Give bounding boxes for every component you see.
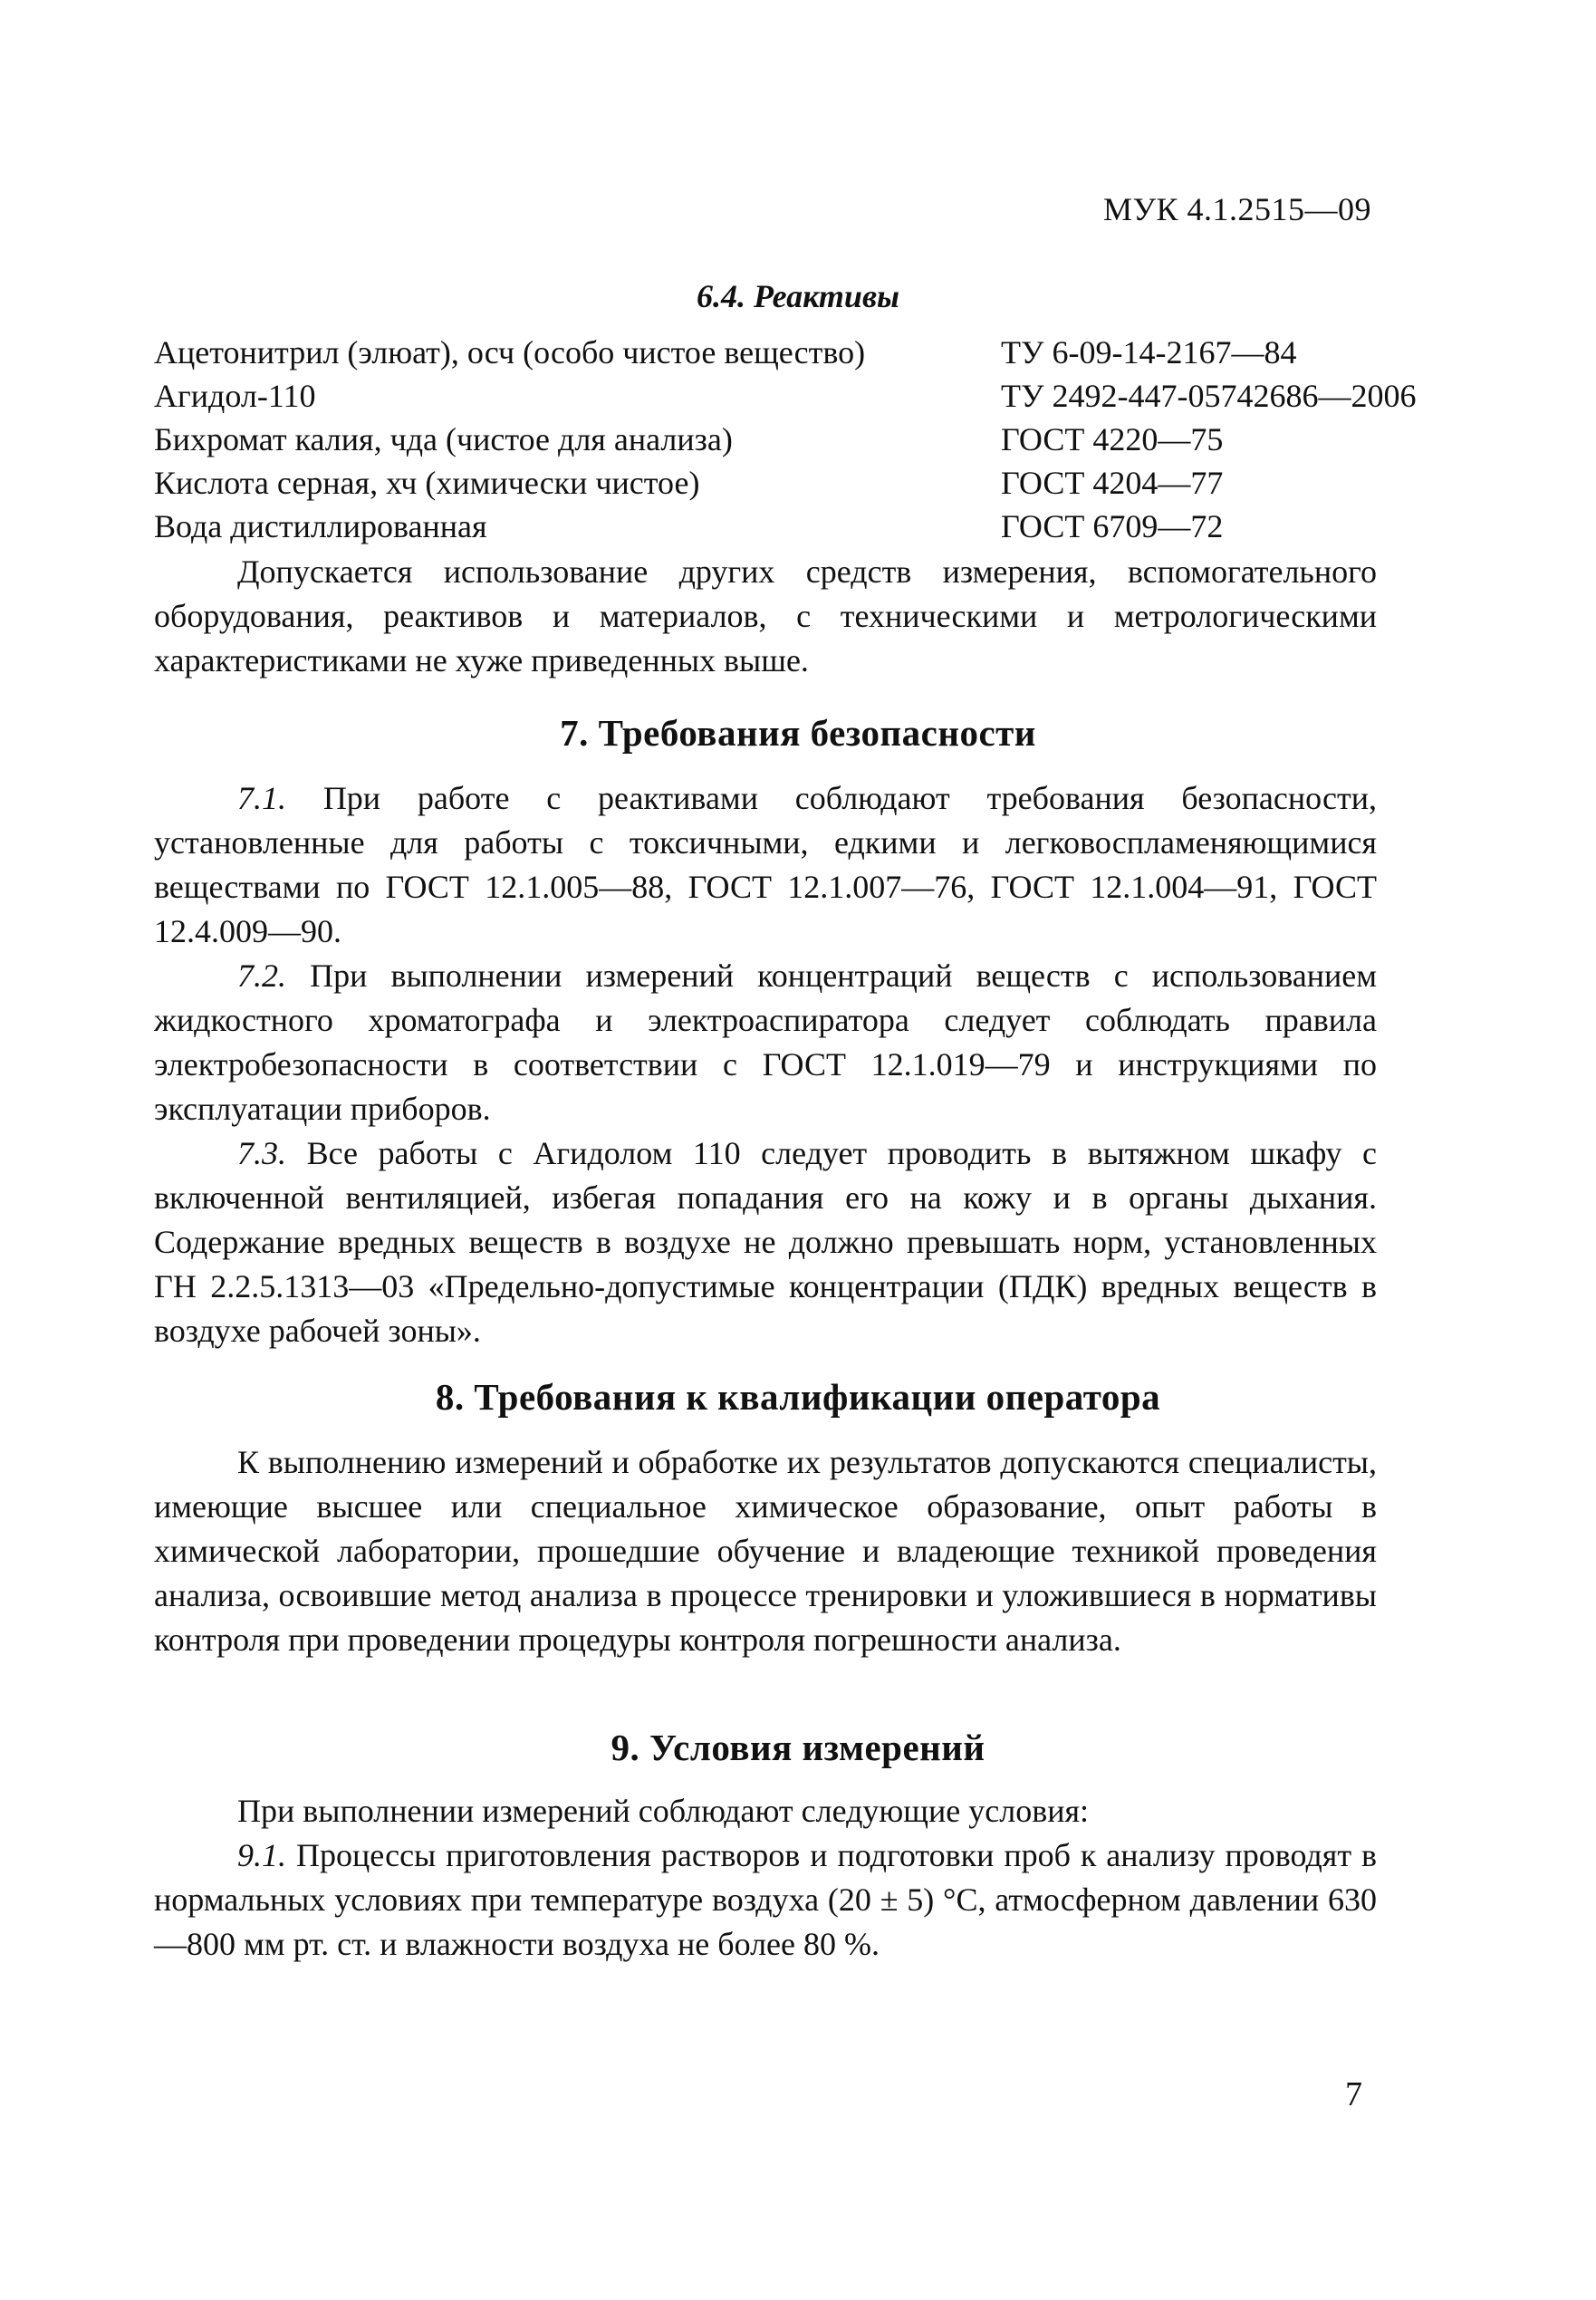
item-text: При выполнении измерений концентраций веществ с использованием жидкостного хроматографа и электроаспиратора следует соблюдать правила электробезопасности в соответствии с ГОСТ 12.1.019—79 и инструкциями по эксплуатации приборов. (154, 958, 1378, 1127)
section-8-heading: 8. Требования к квалификации оператора (435, 1376, 1161, 1418)
reagents-table (154, 331, 1504, 548)
item-number: 7.1. (237, 780, 286, 816)
paragraph-9-1 (154, 1833, 1377, 1967)
item-text: Все работы с Агидолом 110 следует проводить в вытяжном шкафу с включенной вентиляцией, избегая попадания его на кожу и в органы дыхания. Содержание вредных веществ в воздухе не должно превышать норм, установленных ГН 2.2.5.1313—03 «Предельно-допустимые концентрации (ПДК) вредных веществ в воздухе рабочей зоны». (154, 1135, 1377, 1349)
reagent-standard: ГОСТ 4220—75 (1001, 421, 1224, 457)
reagent-row (154, 331, 1504, 374)
item-text: Процессы приготовления растворов и подготовки проб к анализу проводят в нормальных условиях при температуре воздуха (20 ± 5) °С, атмосферном давлении 630—800 мм рт. ст. и влажности воздуха не более 80 %. (154, 1837, 1378, 1962)
reagent-name: Вода дистиллированная (154, 508, 487, 544)
item-number: 9.1. (237, 1837, 286, 1873)
reagent-standard: ГОСТ 4204—77 (1001, 465, 1224, 501)
reagent-row (154, 418, 1504, 461)
reagents-note: Допускается использование других средств измерения, вспомогательного оборудования, реактивов и материалов, с техническими и метрологическими характеристиками не хуже приведенных выше. (154, 553, 1377, 678)
section-7-body (154, 776, 1377, 1353)
reagent-standard: ТУ 2492-447-05742686—2006 (1001, 378, 1417, 414)
section-9-body (154, 1789, 1377, 1967)
paragraph-8: К выполнению измерений и обработке их результатов допускаются специалисты, имеющие высшее или специальное химическое образование, опыт работы в химической лаборатории, прошедшие обучение и владеющие техникой проведения анализа, освоившие метод анализа в процессе тренировки и уложившиеся в нормативы контроля при проведении процедуры контроля погрешности анализа. (154, 1444, 1377, 1658)
reagent-row (154, 505, 1504, 548)
paragraph-9-intro: При выполнении измерений соблюдают следующие условия: (237, 1793, 1090, 1829)
section-7-heading: 7. Требования безопасности (560, 712, 1036, 754)
reagent-name: Агидол-110 (154, 378, 316, 414)
section-9-heading: 9. Условия измерений (611, 1727, 985, 1768)
reagent-name: Кислота серная, хч (химически чистое) (154, 465, 700, 501)
section-8-body (154, 1440, 1377, 1662)
reagent-name: Бихромат калия, чда (чистое для анализа) (154, 421, 733, 457)
paragraph-7-1 (154, 776, 1377, 954)
page-number: 7 (1345, 2075, 1362, 2113)
reagent-standard: ТУ 6-09-14-2167—84 (1001, 334, 1297, 371)
document-code: МУК 4.1.2515—09 (1102, 191, 1371, 227)
item-number: 7.2. (237, 958, 286, 994)
reagents-note-block (154, 550, 1377, 683)
reagent-standard: ГОСТ 6709—72 (1001, 508, 1224, 544)
item-number: 7.3. (237, 1135, 286, 1171)
reagents-heading: 6.4. Реактивы (696, 278, 900, 314)
paragraph-7-3 (154, 1131, 1377, 1353)
paragraph-7-2 (154, 954, 1377, 1131)
reagent-row (154, 461, 1504, 505)
item-text: При работе с реактивами соблюдают требования безопасности, установленные для работы с токсичными, едкими и легковоспламеняющимися веществами по ГОСТ 12.1.005—88, ГОСТ 12.1.007—76, ГОСТ 12.1.004—91, ГОСТ 12.4.009—90. (154, 780, 1377, 949)
reagent-name: Ацетонитрил (элюат), осч (особо чистое вещество) (154, 334, 866, 371)
reagent-row (154, 374, 1504, 418)
